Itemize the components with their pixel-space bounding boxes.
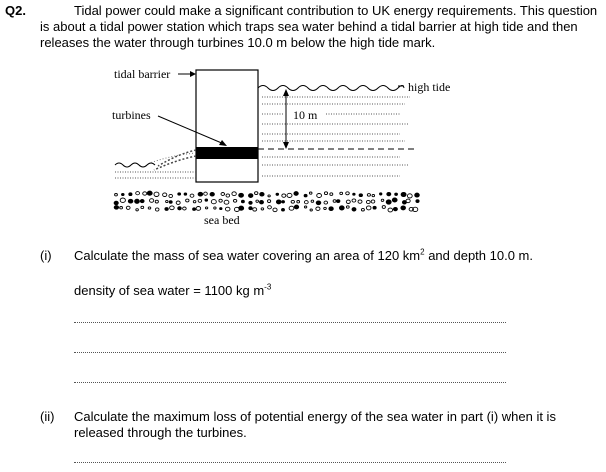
pebble <box>337 200 340 203</box>
pebble <box>381 199 384 201</box>
pebble <box>324 201 328 204</box>
pebble <box>388 208 393 212</box>
pebble <box>406 199 410 203</box>
pebble <box>120 198 125 202</box>
pebble <box>193 208 196 211</box>
pebble <box>282 209 285 212</box>
pebble <box>380 193 382 195</box>
pebble <box>416 200 419 203</box>
pebble <box>205 207 207 209</box>
pebble <box>204 192 208 195</box>
label-sea-bed: sea bed <box>204 213 240 227</box>
pebble <box>415 193 420 197</box>
pebble <box>260 192 264 196</box>
pebble <box>372 195 375 197</box>
pebble <box>353 193 355 195</box>
pebble <box>282 194 286 197</box>
pebble <box>382 206 385 209</box>
pebble <box>268 195 270 197</box>
pebble <box>239 206 244 210</box>
pebble <box>358 200 362 203</box>
pebble <box>352 199 356 202</box>
pebble <box>317 194 322 198</box>
part-i-text: Calculate the mass of sea water covering an area of 120 $km^2$ and depth 10.0 m. <box>74 247 533 263</box>
pebble <box>294 205 298 209</box>
pebble <box>225 207 230 211</box>
pebble <box>155 200 158 203</box>
pebble <box>114 206 118 210</box>
pebble <box>310 209 312 211</box>
pebble <box>329 207 333 211</box>
pebble <box>324 192 327 195</box>
part-ii-text: Calculate the maximum loss of potential energy of the sea water in part (i) when it is released through the turbines. <box>74 409 556 440</box>
pebble <box>147 191 152 195</box>
pebble <box>294 192 298 196</box>
pebble <box>339 206 344 210</box>
pebble <box>135 199 140 203</box>
pebble <box>371 200 375 203</box>
pebble <box>359 194 362 197</box>
pebble <box>276 193 279 195</box>
pebble <box>273 208 277 212</box>
pebble <box>268 200 271 203</box>
pebble <box>352 208 356 211</box>
density-text: density of sea water = 1100 kg $m^{-3}$ <box>74 282 272 298</box>
pebble <box>387 192 391 195</box>
pebble <box>373 206 376 209</box>
pebble <box>311 200 314 202</box>
label-depth: 10 m <box>293 108 318 122</box>
pebble <box>120 207 123 209</box>
pebble <box>395 193 398 195</box>
pebble <box>169 194 173 197</box>
pebble <box>170 206 175 210</box>
pebble <box>190 194 194 197</box>
pebble <box>122 193 125 195</box>
pebble <box>163 193 167 197</box>
pebble <box>141 206 144 208</box>
pebble <box>165 208 168 211</box>
pebble <box>143 192 147 195</box>
pebble <box>346 200 350 203</box>
pebble <box>304 206 306 208</box>
part-ii-label: (ii) <box>40 409 55 424</box>
high-tide-wave <box>258 86 404 91</box>
pebble <box>226 194 230 197</box>
pebble <box>256 200 259 202</box>
pebble <box>220 208 222 210</box>
pebble <box>129 193 132 196</box>
pebble <box>276 200 281 204</box>
part-i-label: (i) <box>40 248 52 263</box>
pebble <box>140 200 144 203</box>
pebble <box>249 201 252 204</box>
pebble <box>186 199 189 202</box>
pebble <box>309 192 312 194</box>
pebble <box>330 193 333 196</box>
pebble <box>366 200 370 203</box>
pebble <box>261 208 264 210</box>
pebble <box>198 199 202 202</box>
pebble <box>241 200 244 203</box>
pebble <box>219 199 222 202</box>
pebble <box>401 192 406 196</box>
pebble <box>346 206 349 208</box>
pebble <box>210 192 214 196</box>
pebble <box>126 206 130 209</box>
pebble <box>155 208 159 211</box>
pebble <box>176 201 180 204</box>
pebble <box>304 201 308 204</box>
turbine-block <box>196 147 258 159</box>
pebble <box>386 200 391 204</box>
pebble <box>169 201 172 204</box>
answer-line-2[interactable] <box>74 352 506 353</box>
pebble <box>196 207 201 211</box>
pebble <box>304 194 307 197</box>
label-turbines: turbines <box>112 108 151 122</box>
pebble <box>115 194 118 196</box>
pebble <box>148 207 151 209</box>
pebble <box>198 192 203 196</box>
pebble <box>367 194 370 197</box>
pebble <box>154 192 159 196</box>
pebble <box>183 207 187 210</box>
pebble <box>136 209 139 211</box>
question-intro: Tidal power could make a significant contribution to UK energy requirements. This question is about a tidal power station which traps sea water behind a tidal barrier at high tide and then releases the water through turbines 10.0 m below the high tide mark. <box>40 3 598 50</box>
pebble <box>316 207 320 210</box>
pebble <box>401 206 406 210</box>
pebble <box>289 206 294 210</box>
barrier-wall <box>196 70 258 182</box>
question-number: Q2. <box>5 3 26 18</box>
pebble <box>268 206 272 209</box>
pebble <box>150 199 154 203</box>
pebble <box>178 207 182 210</box>
pebble <box>205 199 208 201</box>
pebble <box>239 193 244 197</box>
pebble <box>324 207 327 209</box>
pebble <box>193 201 196 203</box>
pebble <box>407 194 412 198</box>
label-high-tide: high tide <box>408 80 451 94</box>
outflow-jet <box>158 150 196 166</box>
answer-line-1[interactable] <box>74 322 506 323</box>
pebble <box>249 194 253 198</box>
pebble <box>128 199 133 203</box>
pebble <box>366 206 371 210</box>
pebble <box>392 198 397 202</box>
pebble <box>233 199 236 202</box>
pebble <box>224 200 229 204</box>
pebble <box>114 201 118 205</box>
pebble <box>393 207 397 210</box>
pebble <box>333 200 336 203</box>
pebble <box>255 192 258 195</box>
low-tide-wave <box>115 163 155 167</box>
pebble <box>211 200 216 204</box>
pebble <box>214 207 216 209</box>
pebble <box>136 192 140 195</box>
answer-line-4[interactable] <box>74 462 506 463</box>
pebble <box>260 201 264 204</box>
pebble <box>221 193 225 196</box>
pebble <box>178 193 181 195</box>
pebble <box>249 207 252 210</box>
pebble <box>340 192 343 194</box>
pebble <box>282 201 285 203</box>
pebble <box>184 193 187 195</box>
pebble <box>166 200 168 202</box>
pebble <box>297 201 300 203</box>
label-tidal-barrier: tidal barrier <box>114 67 171 81</box>
pebble <box>253 208 257 211</box>
pebble <box>316 201 321 205</box>
pebble <box>291 200 294 203</box>
sea-bed-pebbles <box>114 191 419 212</box>
pebble <box>232 192 236 196</box>
pebble <box>361 208 364 211</box>
pebble <box>346 192 350 195</box>
pebble <box>287 193 292 197</box>
answer-line-3[interactable] <box>74 382 506 383</box>
